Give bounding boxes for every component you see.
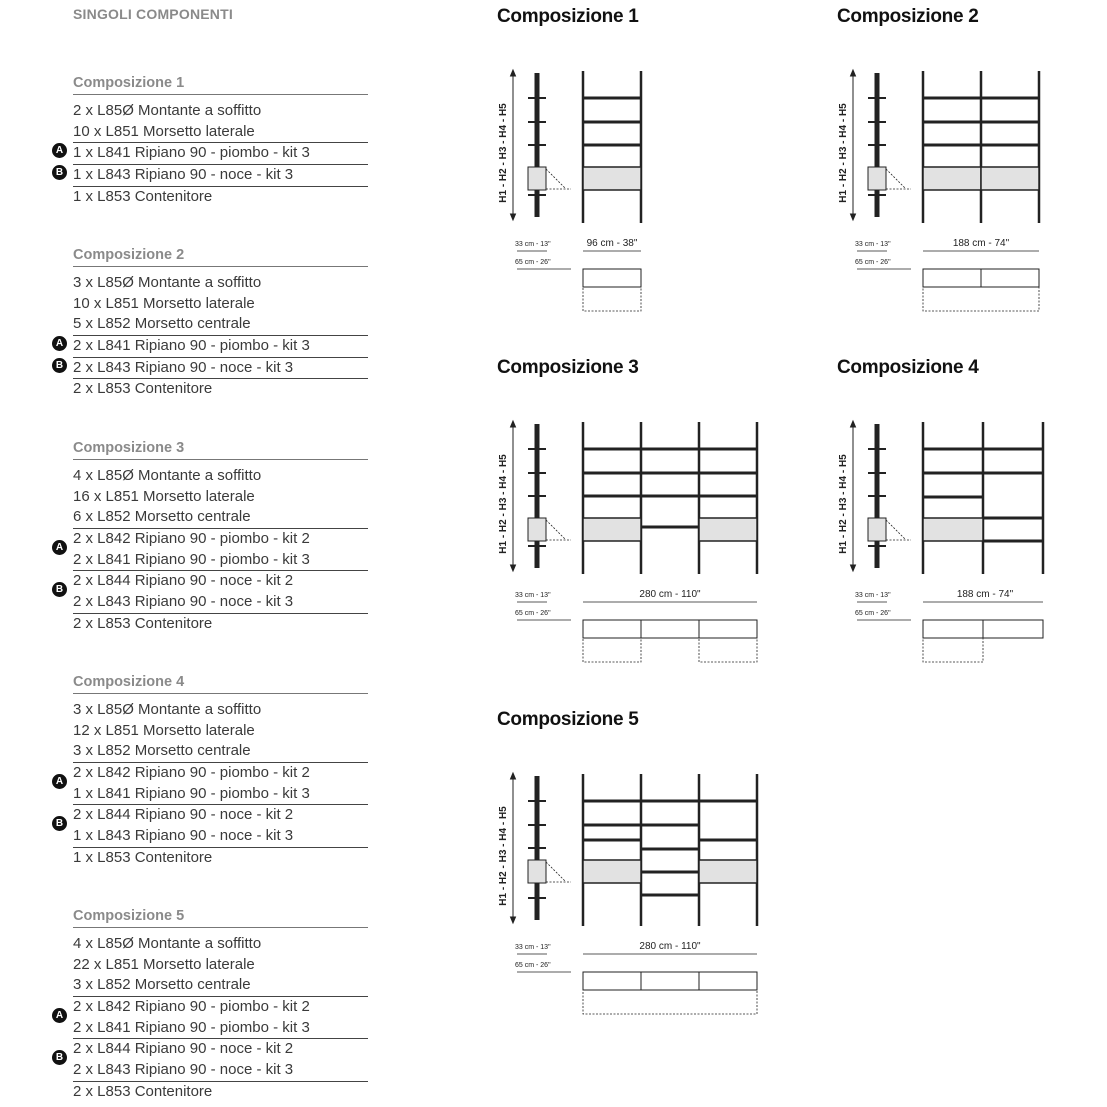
- component-row: 2 x L85Ø Montante a soffitto: [73, 102, 262, 119]
- badge-a-icon: A: [52, 774, 67, 789]
- badge-b-icon: B: [52, 1050, 67, 1065]
- badge-b-icon: B: [52, 165, 67, 180]
- component-row: 2 x L853 Contenitore: [73, 1082, 213, 1100]
- height-label: H1 - H2 - H3 - H4 - H5: [838, 103, 849, 203]
- composition-heading: Composizione 1: [73, 74, 368, 95]
- component-row: 6 x L852 Morsetto centrale: [73, 508, 251, 526]
- component-row: 1 x L853 Contenitore: [73, 187, 213, 205]
- badge-a-icon: A: [52, 540, 67, 555]
- component-row: 2 x L842 Ripiano 90 - piombo - kit 2: [73, 996, 368, 1018]
- component-row: 12 x L851 Morsetto laterale: [73, 721, 255, 739]
- depth-label-33: 33 cm - 13": [515, 944, 551, 951]
- badge-a-icon: A: [52, 336, 67, 351]
- height-label: H1 - H2 - H3 - H4 - H5: [498, 103, 509, 203]
- depth-label-33: 33 cm - 13": [855, 592, 891, 599]
- component-row: 2 x L844 Ripiano 90 - noce - kit 2: [73, 570, 368, 592]
- component-row: 1 x L853 Contenitore: [73, 848, 213, 866]
- depth-label-33: 33 cm - 13": [855, 241, 891, 248]
- component-row: 16 x L851 Morsetto laterale: [73, 487, 255, 505]
- component-row: 10 x L851 Morsetto laterale: [73, 122, 255, 140]
- component-row: A 2 x L841 Ripiano 90 - piombo - kit 3: [73, 1018, 368, 1039]
- diagram-composizione-2: [835, 65, 1050, 320]
- width-label: 280 cm - 110": [639, 589, 701, 600]
- height-label: H1 - H2 - H3 - H4 - H5: [838, 454, 849, 554]
- component-row: 2 x L844 Ripiano 90 - noce - kit 2: [73, 804, 368, 826]
- composition-heading: Composizione 2: [73, 246, 368, 267]
- width-label: 280 cm - 110": [639, 941, 701, 952]
- diagram-composizione-5: [495, 768, 765, 1023]
- depth-label-65: 65 cm - 26": [855, 259, 891, 266]
- component-row: 2 x L853 Contenitore: [73, 614, 213, 632]
- diagram-title-5: Composizione 5: [497, 709, 639, 730]
- component-row: 2 x L842 Ripiano 90 - piombo - kit 2: [73, 762, 368, 784]
- component-row: B 1 x L843 Ripiano 90 - noce - kit 3: [73, 164, 368, 187]
- composition-list-4: [55, 673, 368, 869]
- component-row: 3 x L852 Morsetto centrale: [73, 742, 251, 760]
- diagram-composizione-1: [495, 65, 655, 320]
- width-label: 188 cm - 74": [956, 589, 1014, 600]
- depth-label-65: 65 cm - 26": [515, 962, 551, 969]
- composition-list-5: [55, 907, 368, 1103]
- composition-heading: Composizione 3: [73, 439, 368, 460]
- diagram-title-4: Composizione 4: [837, 357, 979, 378]
- height-label: H1 - H2 - H3 - H4 - H5: [498, 806, 509, 906]
- component-row: 22 x L851 Morsetto laterale: [73, 955, 255, 973]
- composition-heading: Composizione 4: [73, 673, 368, 694]
- composition-heading: Composizione 5: [73, 907, 368, 928]
- width-label: 188 cm - 74": [952, 238, 1010, 249]
- component-row: B 2 x L843 Ripiano 90 - noce - kit 3: [73, 1060, 368, 1082]
- section-title: SINGOLI COMPONENTI: [73, 6, 233, 22]
- diagram-composizione-3: [495, 416, 765, 671]
- component-row: 5 x L852 Morsetto centrale: [73, 315, 251, 333]
- diagram-title-2: Composizione 2: [837, 6, 979, 27]
- badge-b-icon: B: [52, 358, 67, 373]
- badge-a-icon: A: [52, 1008, 67, 1023]
- component-row: A 1 x L841 Ripiano 90 - piombo - kit 3: [73, 784, 368, 805]
- component-row: 3 x L85Ø Montante a soffitto: [73, 274, 262, 291]
- badge-b-icon: B: [52, 816, 67, 831]
- component-row: 3 x L85Ø Montante a soffitto: [73, 701, 262, 718]
- composition-list-2: [55, 246, 368, 400]
- width-label: 96 cm - 38": [586, 238, 638, 249]
- diagram-title-3: Composizione 3: [497, 357, 639, 378]
- component-row: B 2 x L843 Ripiano 90 - noce - kit 3: [73, 357, 368, 380]
- depth-label-33: 33 cm - 13": [515, 592, 551, 599]
- component-row: A 1 x L841 Ripiano 90 - piombo - kit 3: [73, 142, 368, 164]
- component-row: 2 x L844 Ripiano 90 - noce - kit 2: [73, 1038, 368, 1060]
- component-row: A 2 x L841 Ripiano 90 - piombo - kit 3: [73, 335, 368, 357]
- component-row: 2 x L853 Contenitore: [73, 380, 213, 398]
- depth-label-65: 65 cm - 26": [855, 610, 891, 617]
- diagram-composizione-4: [835, 416, 1055, 671]
- depth-label-65: 65 cm - 26": [515, 259, 551, 266]
- component-row: B 2 x L843 Ripiano 90 - noce - kit 3: [73, 592, 368, 614]
- component-row: 2 x L842 Ripiano 90 - piombo - kit 2: [73, 528, 368, 550]
- component-row: 3 x L852 Morsetto centrale: [73, 976, 251, 994]
- component-row: B 1 x L843 Ripiano 90 - noce - kit 3: [73, 826, 368, 848]
- depth-label-33: 33 cm - 13": [515, 241, 551, 248]
- height-label: H1 - H2 - H3 - H4 - H5: [498, 454, 509, 554]
- composition-list-1: [55, 74, 368, 207]
- composition-list-3: [55, 439, 368, 635]
- depth-label-65: 65 cm - 26": [515, 610, 551, 617]
- component-row: 4 x L85Ø Montante a soffitto: [73, 935, 262, 952]
- component-row: A 2 x L841 Ripiano 90 - piombo - kit 3: [73, 550, 368, 571]
- badge-b-icon: B: [52, 582, 67, 597]
- badge-a-icon: A: [52, 143, 67, 158]
- component-row: 10 x L851 Morsetto laterale: [73, 294, 255, 312]
- component-row: 4 x L85Ø Montante a soffitto: [73, 467, 262, 484]
- diagram-title-1: Composizione 1: [497, 6, 639, 27]
